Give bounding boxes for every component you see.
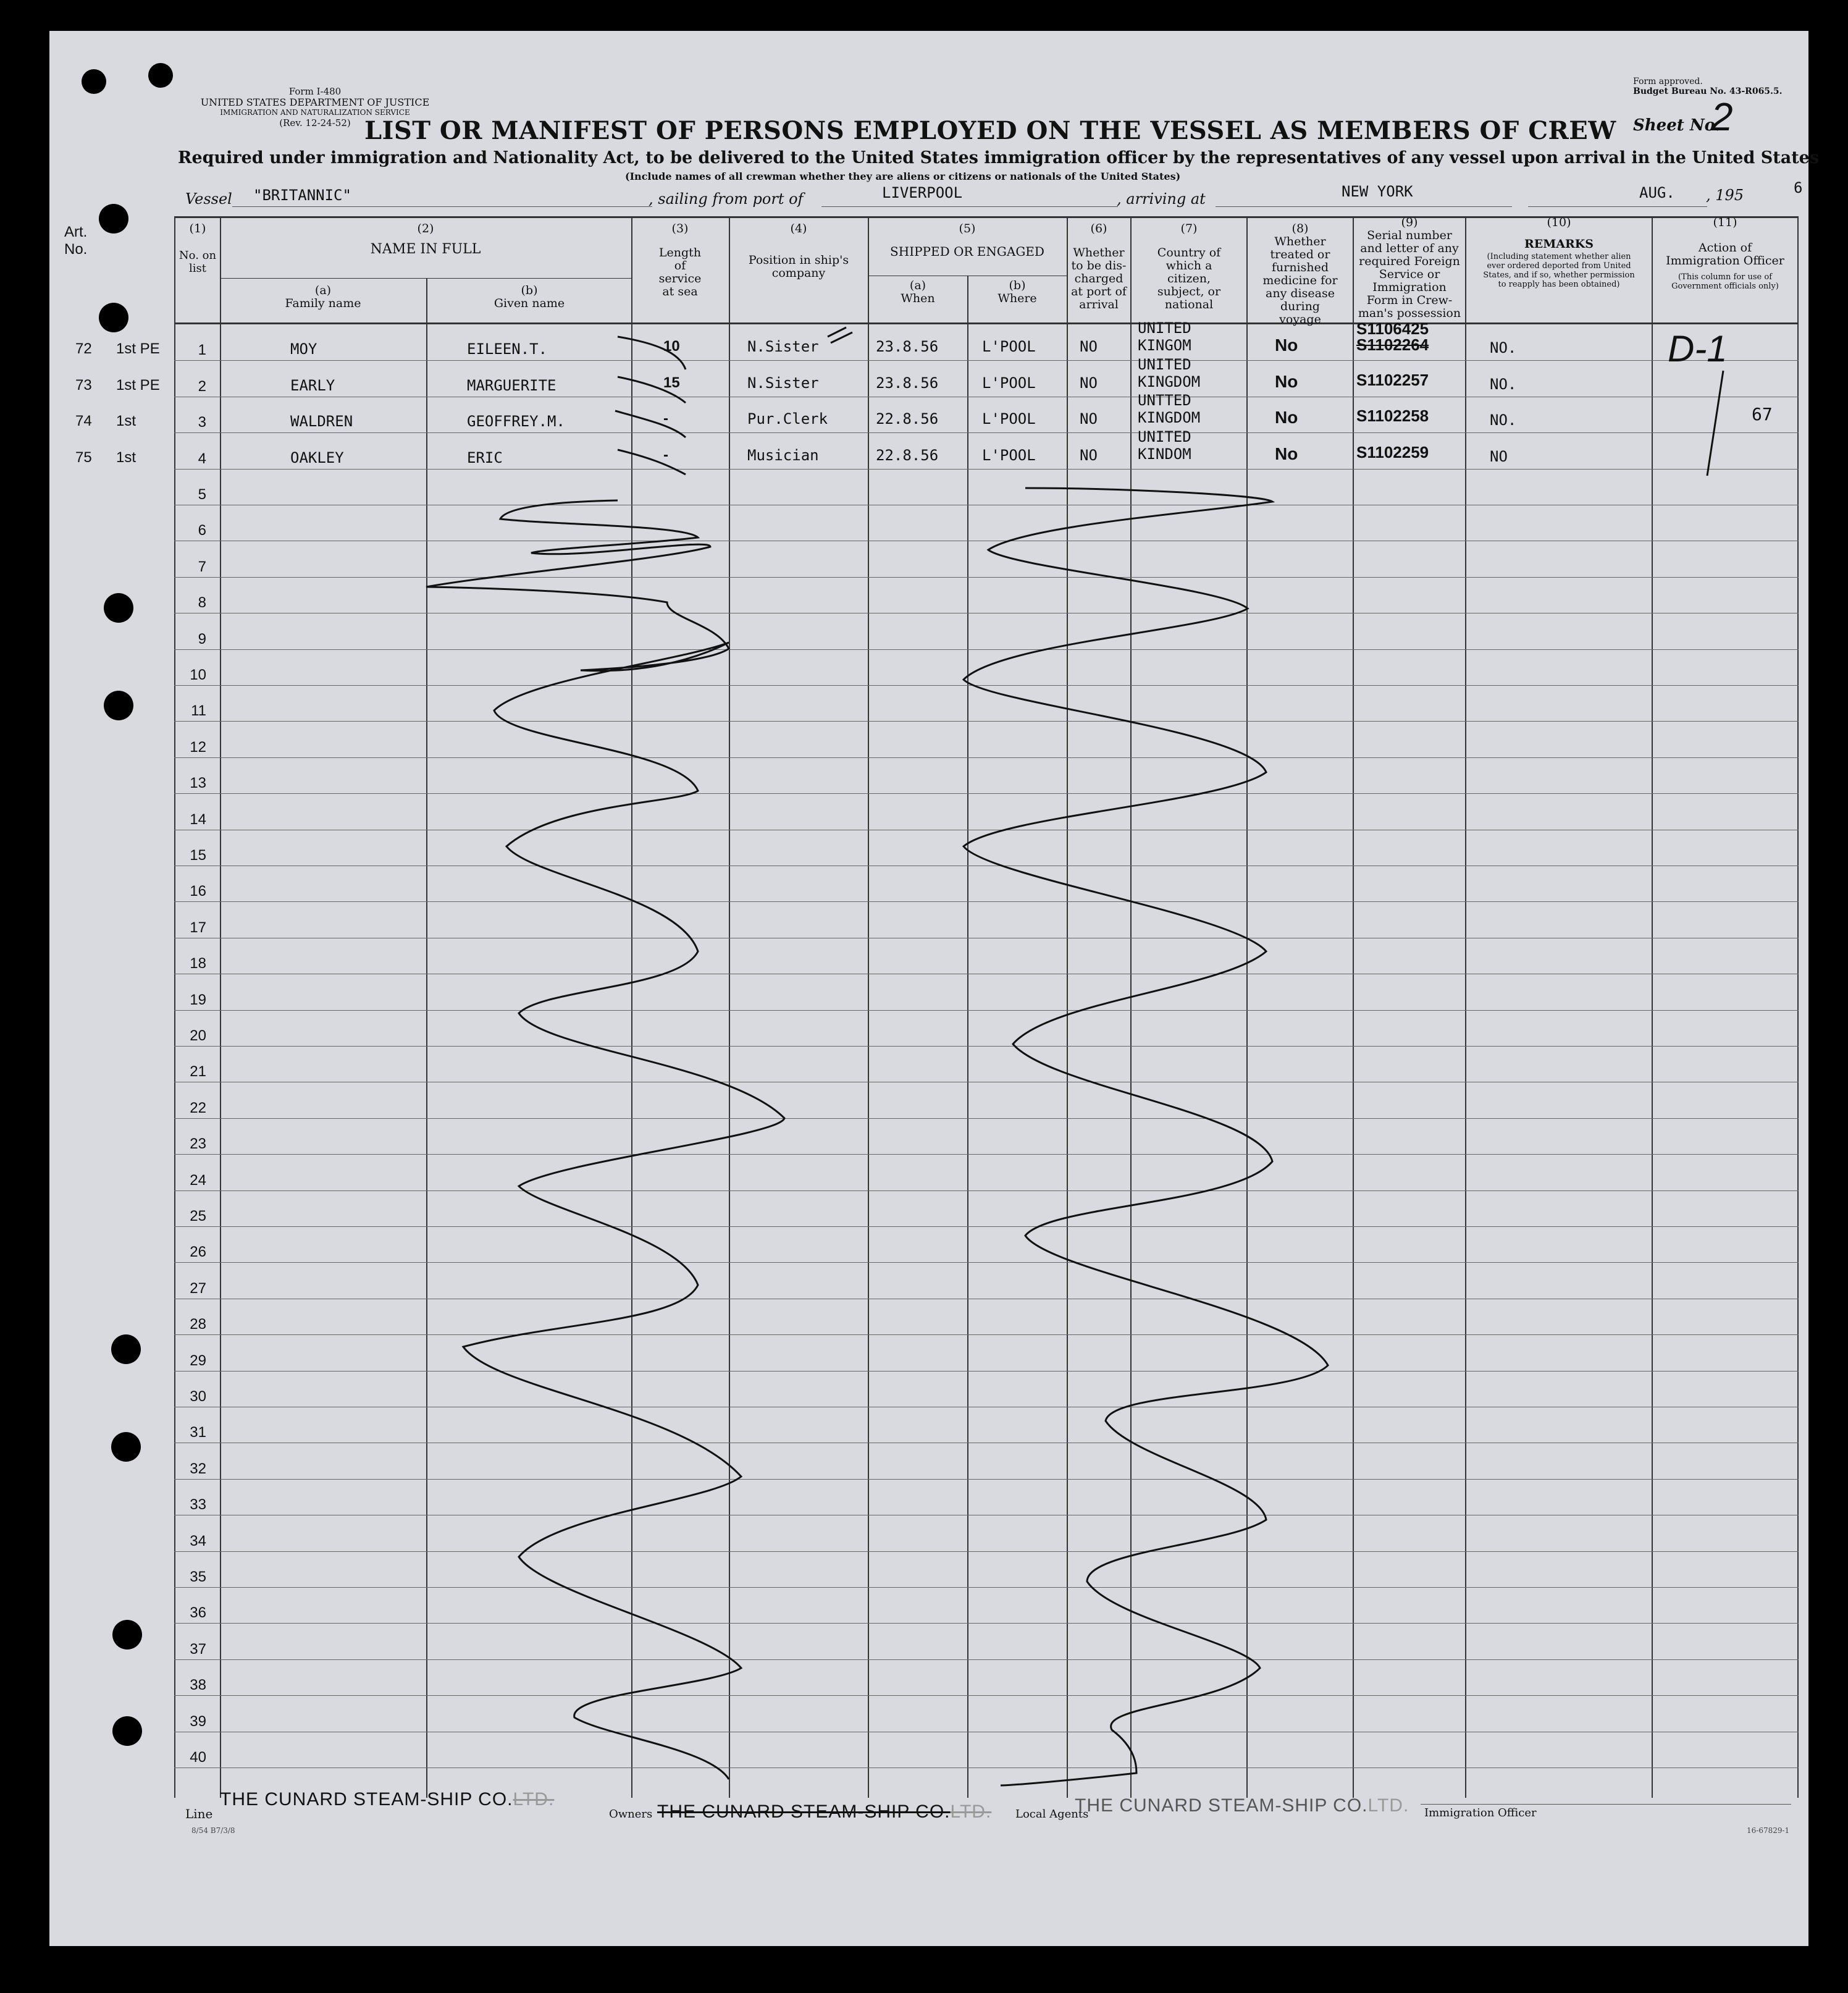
country-line-1: UNITED (1138, 355, 1191, 373)
shipped-when: 23.8.56 (876, 374, 939, 392)
row-number: 31 (190, 1424, 206, 1441)
col-10-header (1466, 216, 1652, 289)
row-rule (174, 1371, 1799, 1372)
row-number: 5 (198, 486, 206, 503)
sheet-number: 2 (1711, 95, 1733, 139)
remarks: NO. (1490, 411, 1517, 429)
binder-hole (82, 69, 106, 94)
row-rule (174, 1118, 1799, 1119)
serial-number: S1106425 (1356, 319, 1429, 339)
family-name: MOY (290, 340, 317, 358)
row-number: 19 (190, 991, 206, 1008)
form-number: Form I-480 (288, 86, 342, 97)
revision: (Rev. 12-24-52) (279, 117, 351, 129)
discharge-flag: NO (1080, 446, 1098, 464)
col-5-header (868, 222, 1067, 258)
service-length: - (663, 410, 668, 428)
subtitle-note: (Include names of all crewman whether they are aliens or citizens or nationals of the United States) (625, 171, 1181, 182)
art-number: 75 (75, 449, 92, 466)
row-rule (174, 1623, 1799, 1624)
immigration-officer-label: Immigration Officer (1424, 1806, 1537, 1819)
family-name: EARLY (290, 376, 335, 394)
row-rule (174, 1154, 1799, 1155)
row-number: 10 (190, 667, 206, 683)
crew-class: 1st (116, 413, 136, 430)
row-number: 28 (190, 1316, 206, 1333)
family-name-header: (a) Family name (285, 284, 361, 310)
vessel-label: Vessel (185, 190, 232, 208)
arrival-date: AUG. (1639, 184, 1675, 201)
row-number: 13 (190, 775, 206, 792)
binder-hole (104, 691, 133, 720)
shipped-where: L'POOL (982, 374, 1036, 392)
row-rule (174, 1046, 1799, 1047)
service-length: - (663, 446, 668, 463)
row-rule (174, 721, 1799, 722)
country-line-2: KINGDOM (1138, 409, 1201, 427)
col-1-number: (1) (189, 222, 206, 235)
row-number: 2 (198, 377, 206, 395)
line-stamp-text: THE CUNARD STEAM-SHIP CO. (220, 1789, 513, 1810)
gpo-code: 16-67829-1 (1747, 1826, 1790, 1835)
year-prefix: , 195 (1706, 187, 1744, 204)
when-header: (a) When (901, 279, 935, 305)
row-number: 40 (190, 1749, 206, 1766)
row-number: 22 (190, 1099, 206, 1116)
row-number: 38 (190, 1677, 206, 1694)
art-label: Art. (64, 224, 88, 240)
row-number: 33 (190, 1496, 206, 1514)
row-rule (174, 649, 1799, 650)
row-number: 15 (190, 847, 206, 864)
row-rule (174, 901, 1799, 902)
row-rule (174, 1010, 1799, 1011)
row-number: 32 (190, 1460, 206, 1477)
arriving-port: NEW YORK (1342, 183, 1413, 200)
row-number: 7 (198, 558, 206, 575)
service-length: 10 (663, 338, 680, 355)
col-4-number: (4) (790, 222, 807, 235)
col-7-title: Country of which a citizen, subject, or national (1157, 246, 1221, 311)
serial-number: S1102258 (1356, 407, 1429, 426)
owners-stamp (657, 1801, 991, 1822)
agents-stamp-struck: LTD. (1367, 1795, 1409, 1816)
crew-class: 1st (116, 449, 136, 466)
col-7-header (1132, 222, 1246, 311)
row-number: 30 (190, 1388, 206, 1405)
col-6-number: (6) (1090, 222, 1107, 235)
row-rule (174, 1190, 1799, 1191)
country-line-1: UNITED (1138, 428, 1191, 445)
row-rule (174, 432, 1799, 433)
owners-stamp-text: THE CUNARD STEAM-SHIP CO. (657, 1801, 951, 1822)
country-line-2: KINDOM (1138, 445, 1191, 463)
row-number: 14 (190, 811, 206, 828)
row-rule (174, 1695, 1799, 1696)
given-name-header: (b) Given name (494, 284, 565, 310)
row-number: 37 (190, 1640, 206, 1658)
shipped-where: L'POOL (982, 338, 1036, 356)
owners-stamp-struck: LTD. (950, 1801, 992, 1822)
agents-stamp (1075, 1795, 1409, 1816)
ship-position: N.Sister (747, 338, 819, 356)
row-rule (174, 1659, 1799, 1660)
given-name: MARGUERITE (467, 376, 556, 394)
col-1-title: No. on list (178, 249, 217, 275)
row-rule (174, 1479, 1799, 1480)
ship-position: Musician (747, 446, 819, 464)
row-rule (174, 469, 1799, 470)
row-number: 39 (190, 1713, 206, 1730)
col-6-title: Whether to be dis-charged at port of arrival (1071, 246, 1127, 311)
budget-info (1633, 77, 1783, 96)
col-7-number: (7) (1180, 222, 1198, 235)
given-name: ERIC (467, 449, 503, 466)
binder-hole (148, 63, 173, 88)
col-2-number: (2) (417, 222, 434, 235)
row-number: 16 (190, 883, 206, 900)
row-rule (174, 577, 1799, 578)
row-number: 1 (198, 342, 206, 359)
officer-mark-67: 67 (1752, 404, 1773, 424)
col-9-title: Serial number and letter of any required Foreign Service or Immigration Form in Crew-man's possession (1358, 229, 1461, 320)
col-4-header (730, 222, 867, 280)
row-number: 11 (191, 702, 206, 720)
line-label: Line (185, 1806, 213, 1821)
row-number: 24 (190, 1171, 206, 1189)
crew-class: 1st PE (116, 376, 160, 394)
remarks: NO. (1490, 339, 1517, 357)
country-line-2: KINGOM (1138, 337, 1191, 355)
crew-class: 1st PE (116, 340, 160, 358)
discharge-flag: NO (1080, 410, 1098, 428)
col-4-title: Position in ship's company (748, 253, 849, 280)
country-line-2: KINGDOM (1138, 373, 1201, 390)
col-2-title: NAME IN FULL (370, 242, 481, 257)
col-3-number: (3) (671, 222, 689, 235)
department-line: UNITED STATES DEPARTMENT OF JUSTICE (200, 96, 430, 108)
shipped-when: 23.8.56 (876, 338, 939, 356)
binder-hole (99, 303, 128, 332)
binder-hole (112, 1620, 142, 1650)
art-number: 73 (75, 376, 92, 394)
binder-hole (99, 204, 128, 234)
binder-hole (112, 1716, 142, 1746)
row-rule (174, 1262, 1799, 1263)
row-number: 8 (198, 594, 206, 612)
ship-position: N.Sister (747, 374, 819, 392)
col-9-header (1354, 216, 1465, 320)
service-line: IMMIGRATION AND NATURALIZATION SERVICE (220, 108, 410, 117)
officer-mark-d1: D-1 (1668, 328, 1728, 369)
row-rule (174, 757, 1799, 758)
row-rule (174, 1551, 1799, 1552)
vessel-name: "BRITANNIC" (253, 187, 351, 204)
col-5-number: (5) (959, 222, 976, 235)
arriving-label: , arriving at (1117, 190, 1206, 208)
discharge-flag: NO (1080, 374, 1098, 392)
row-number: 6 (198, 522, 206, 539)
row-number: 26 (190, 1244, 206, 1261)
shipped-when: 22.8.56 (876, 410, 939, 428)
row-number: 21 (190, 1063, 206, 1081)
row-rule (174, 793, 1799, 794)
col-11-number: (11) (1713, 216, 1737, 229)
sheet-label: Sheet No. (1633, 116, 1721, 135)
line-stamp-struck: LTD. (513, 1789, 555, 1810)
art-number: 72 (75, 340, 92, 358)
discharge-flag: NO (1080, 338, 1098, 356)
year-digit: 6 (1794, 179, 1803, 196)
row-rule (174, 1334, 1799, 1335)
sailing-port: LIVERPOOL (882, 184, 963, 201)
country-line-1: UNTTED (1138, 392, 1191, 410)
agents-stamp-text: THE CUNARD STEAM-SHIP CO. (1075, 1795, 1368, 1816)
row-number: 18 (190, 955, 206, 972)
row-rule (174, 360, 1799, 361)
col-2-header (220, 222, 631, 256)
col-10-subtitle: (Including statement whether alien ever ordered deported from United States, and if so, whether permission to reapply has been obtained) (1483, 252, 1635, 289)
medicine-flag: No (1275, 408, 1298, 428)
col-10-number: (10) (1547, 216, 1571, 229)
ship-position: Pur.Clerk (747, 410, 828, 428)
form-approved: Form approved. (1633, 77, 1703, 86)
row-rule (174, 1587, 1799, 1588)
binder-hole (104, 593, 133, 623)
medicine-flag: No (1275, 335, 1298, 355)
given-name: GEOFFREY.M. (467, 413, 565, 431)
col-11-subtitle: (This column for use of Government officials only) (1671, 272, 1779, 291)
col-3-title: Length of service at sea (658, 246, 702, 298)
line-stamp (220, 1789, 554, 1810)
medicine-flag: No (1275, 444, 1298, 463)
sailing-label: , sailing from port of (649, 190, 804, 208)
given-name: EILEEN.T. (467, 340, 548, 358)
row-number: 17 (190, 919, 206, 936)
shipped-when: 22.8.56 (876, 446, 939, 464)
no-label: No. (64, 241, 88, 258)
col-11-title: Action of Immigration Officer (1666, 241, 1784, 268)
col-8-number: (8) (1292, 222, 1309, 235)
binder-hole (111, 1432, 141, 1462)
serial-number: S1102259 (1356, 442, 1429, 461)
row-number: 34 (190, 1532, 206, 1549)
art-number: 74 (75, 413, 92, 430)
country-line-1: UNITED (1138, 319, 1191, 337)
serial-number: S1102257 (1356, 370, 1429, 389)
where-header: (b) Where (998, 279, 1037, 305)
budget-number: Budget Bureau No. 43-R065.5. (1633, 86, 1783, 96)
owners-label: Owners (609, 1808, 653, 1821)
col-6-header (1068, 222, 1130, 311)
medicine-flag: No (1275, 371, 1298, 391)
row-number: 27 (190, 1279, 206, 1297)
shipped-where: L'POOL (982, 410, 1036, 428)
col-9-number: (9) (1401, 216, 1418, 229)
col-8-title: Whether treated or furnished medicine for any disease during voyage (1262, 235, 1338, 326)
family-name: OAKLEY (290, 449, 344, 466)
agents-label: Local Agents (1015, 1808, 1089, 1821)
family-name: WALDREN (290, 413, 353, 431)
service-length: 15 (663, 374, 680, 391)
col-3-header (632, 222, 728, 298)
binder-hole (111, 1334, 141, 1364)
remarks: NO. (1490, 375, 1517, 393)
col-1-header (177, 222, 219, 275)
row-number: 23 (190, 1136, 206, 1153)
row-rule (174, 685, 1799, 686)
col-8-header (1248, 222, 1353, 326)
art-no-label (64, 224, 87, 258)
col-5-title: SHIPPED OR ENGAGED (890, 244, 1044, 259)
remarks: NO (1490, 447, 1508, 465)
row-rule (174, 1226, 1799, 1227)
row-number: 12 (190, 738, 206, 756)
row-number: 36 (190, 1604, 206, 1622)
col-11-header (1653, 216, 1797, 291)
print-code: 8/54 B7/3/8 (191, 1826, 235, 1835)
row-number: 29 (190, 1352, 206, 1369)
row-number: 20 (190, 1027, 206, 1044)
row-number: 9 (198, 630, 206, 647)
row-number: 35 (190, 1569, 206, 1585)
row-number: 3 (198, 414, 206, 431)
subtitle: Required under immigration and Nationality Act, to be delivered to the United States immigration officer by the representatives of any vessel upon arrival in the United States (178, 148, 1820, 167)
page-title: LIST OR MANIFEST OF PERSONS EMPLOYED ON THE VESSEL AS MEMBERS OF CREW (364, 116, 1616, 145)
row-number: 4 (198, 450, 206, 467)
row-number: 25 (190, 1208, 206, 1224)
serial-number-struck: S1102264 (1356, 335, 1429, 355)
shipped-where: L'POOL (982, 446, 1036, 464)
col-10-title: REMARKS (1524, 237, 1594, 251)
